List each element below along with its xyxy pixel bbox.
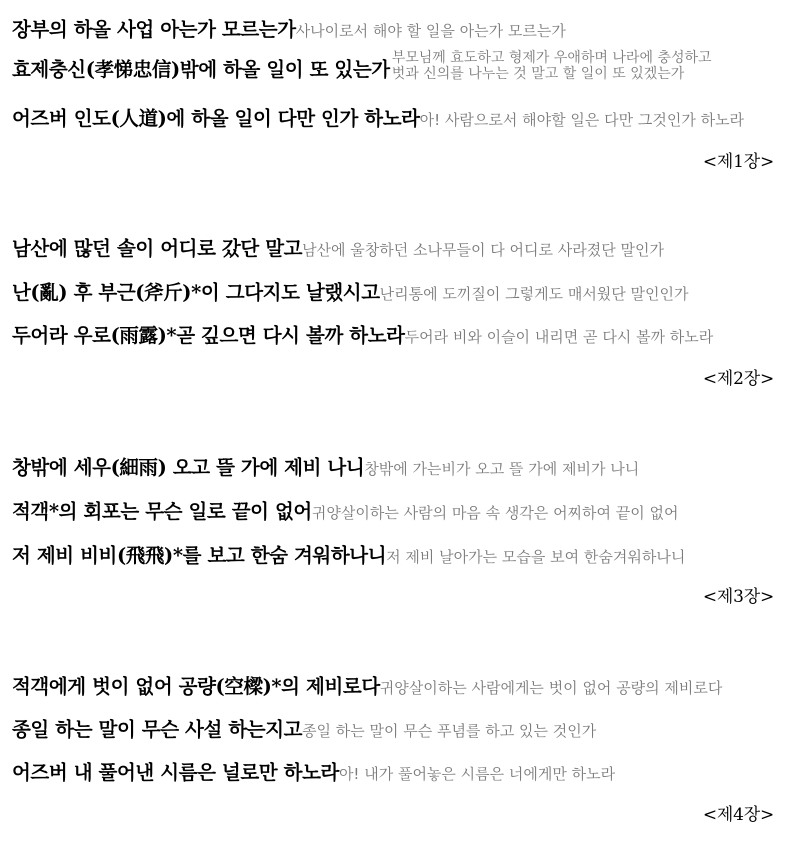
modern-translation: 종일 하는 말이 무슨 푸념를 하고 있는 것인가 <box>302 722 597 740</box>
chapter-label: <제1장> <box>702 152 774 172</box>
original-verse: 적객에게 벗이 없어 공량(空樑)*의 제비로다 <box>12 675 380 698</box>
modern-translation: 두어라 비와 이슬이 내리면 곧 다시 볼까 하노라 <box>404 328 714 346</box>
poem-line <box>12 496 679 524</box>
poem-line <box>12 452 639 480</box>
modern-translation: 남산에 울창하던 소나무들이 다 어디로 사라졌단 말인가 <box>302 241 664 259</box>
original-verse: 종일 하는 말이 무슨 사설 하는지고 <box>12 718 303 741</box>
poem-line <box>12 14 566 42</box>
original-verse: 어즈버 내 풀어낸 시름은 널로만 하노라 <box>12 761 339 784</box>
original-verse: 두어라 우로(雨露)*곧 깊으면 다시 볼까 하노라 <box>12 324 405 347</box>
original-verse: 난(亂) 후 부근(斧斤)*이 그다지도 날랬시고 <box>12 281 380 304</box>
original-verse: 장부의 하올 사업 아는가 모르는가 <box>12 18 296 41</box>
original-verse: 어즈버 인도(人道)에 하올 일이 다만 인가 하노라 <box>12 107 420 130</box>
modern-translation: 저 제비 날아가는 모습을 보여 한숨겨워하나니 <box>386 548 686 566</box>
modern-translation: 귀양살이하는 사람의 마음 속 생각은 어찌하여 끝이 없어 <box>311 504 679 522</box>
translation-line: 벗과 신의를 나누는 것 말고 할 일이 또 있겠는가 <box>391 66 685 82</box>
modern-translation: 귀양살이하는 사람에게는 벗이 없어 공량의 제비로다 <box>379 679 723 697</box>
poem-line <box>12 671 722 699</box>
poem-line <box>12 52 712 84</box>
poem-line <box>12 233 664 261</box>
original-verse: 저 제비 비비(飛飛)*를 보고 한숨 겨워하나니 <box>12 544 387 567</box>
modern-translation <box>392 50 712 82</box>
original-verse: 효제충신(孝悌忠信)밖에 하올 일이 또 있는가 <box>12 58 390 81</box>
original-verse: 적객*의 회포는 무슨 일로 끝이 없어 <box>12 500 312 523</box>
poem-line <box>12 320 713 348</box>
poem-line <box>12 103 744 131</box>
poem-line <box>12 277 689 305</box>
original-verse: 남산에 많던 솔이 어디로 갔단 말고 <box>12 237 303 260</box>
chapter-label: <제3장> <box>702 587 774 607</box>
modern-translation: 창밖에 가는비가 오고 뜰 가에 제비가 나니 <box>364 460 640 478</box>
original-verse: 창밖에 세우(細雨) 오고 뜰 가에 제비 나니 <box>12 456 365 479</box>
modern-translation: 아! 내가 풀어놓은 시름은 너에게만 하노라 <box>338 765 616 783</box>
poem-line <box>12 540 685 568</box>
modern-translation: 사나이로서 해야 할 일을 아는가 모르는가 <box>295 22 566 40</box>
poem-line <box>12 714 596 742</box>
chapter-label: <제4장> <box>702 805 774 825</box>
modern-translation: 난리통에 도끼질이 그렇게도 매서웠단 말인인가 <box>379 285 689 303</box>
modern-translation: 아! 사람으로서 해야할 일은 다만 그것인가 하노라 <box>419 111 745 129</box>
poem-line <box>12 757 615 785</box>
chapter-label: <제2장> <box>702 369 774 389</box>
translation-line: 부모님께 효도하고 형제가 우애하며 나라에 충성하고 <box>391 50 712 66</box>
